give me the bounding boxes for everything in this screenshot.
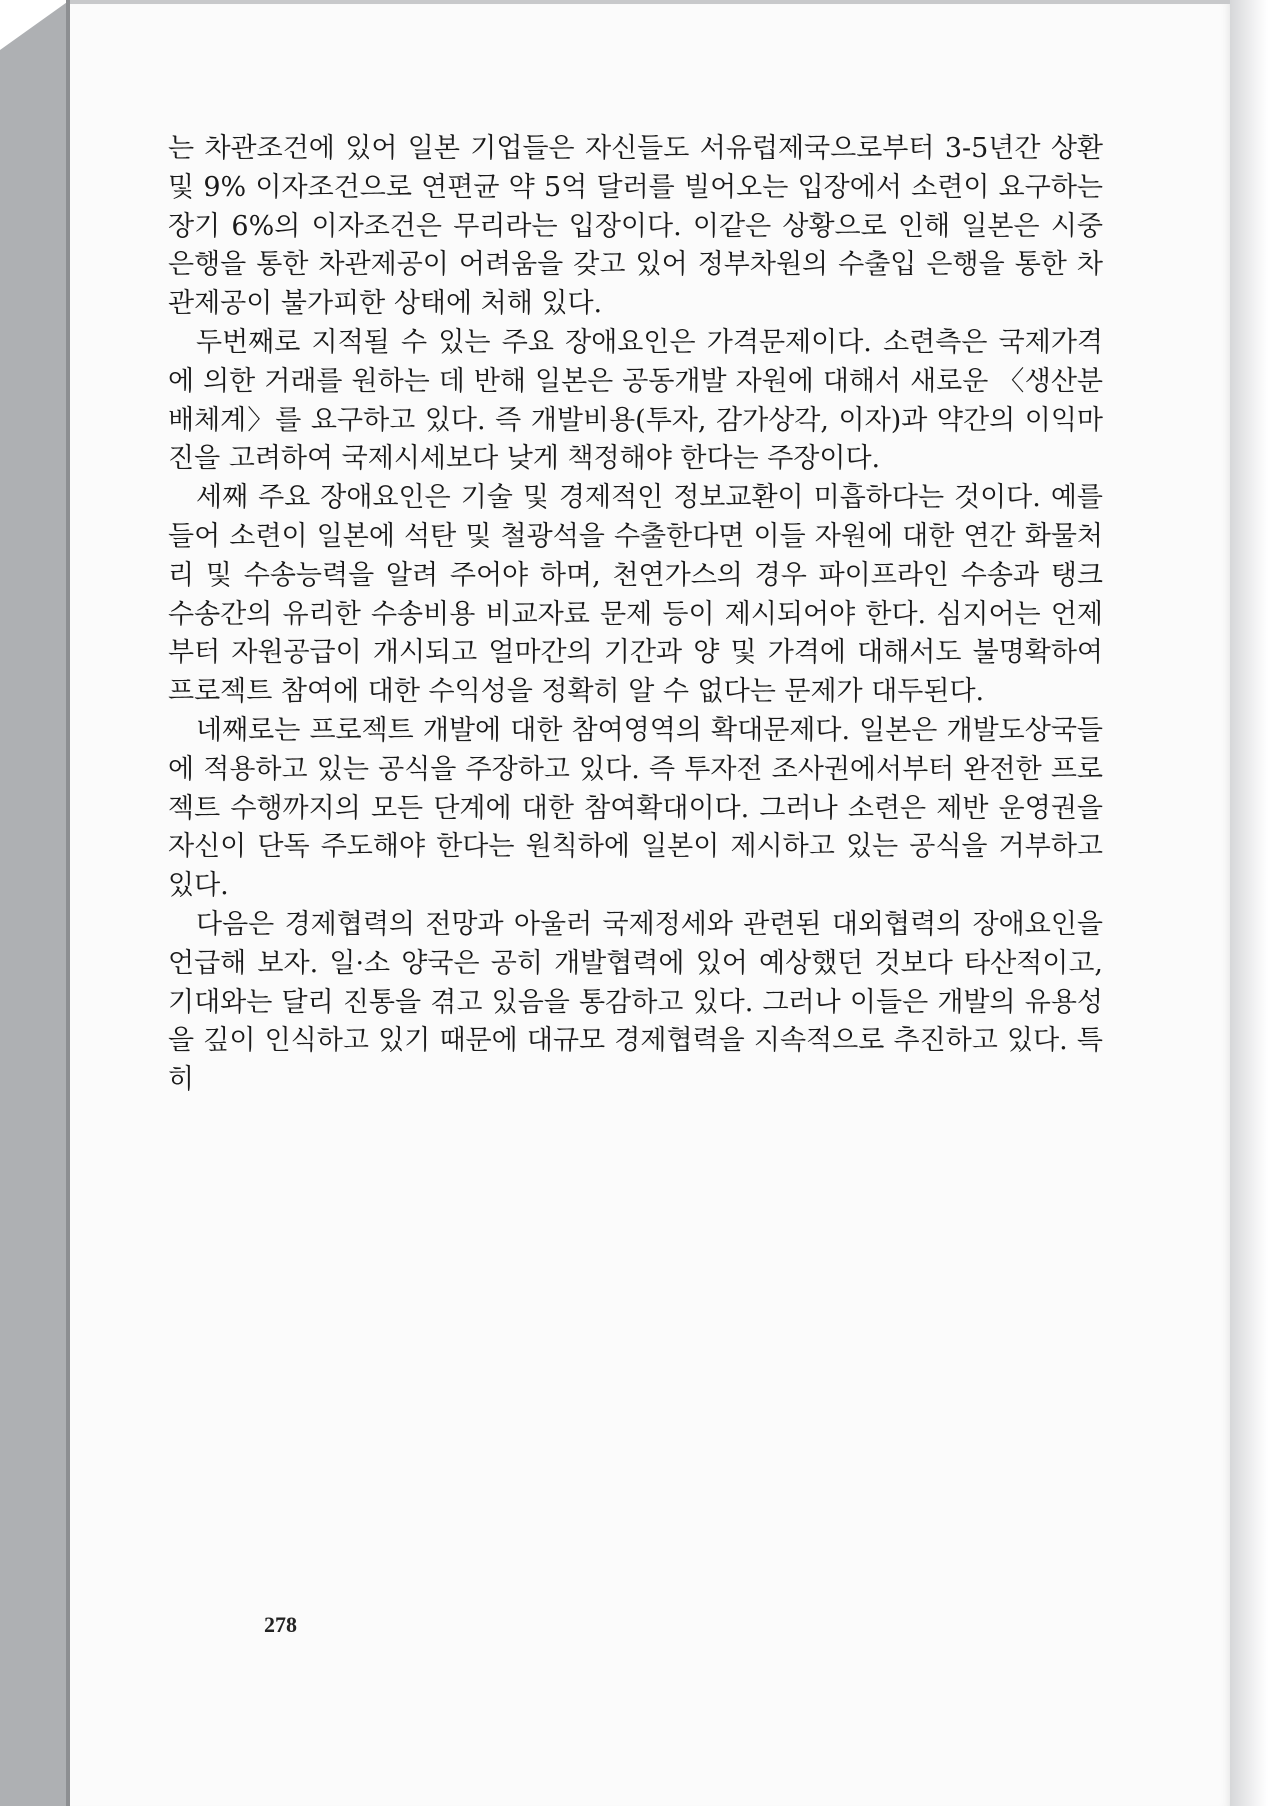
paragraph-3: 세째 주요 장애요인은 기술 및 경제적인 정보교환이 미흡하다는 것이다. 예를 들어 소련이 일본에 석탄 및 철광석을 수출한다면 이들 자원에 대한 연간 화물처리 및 수송능력을 알려 주어야 하며, 천연가스의 경우 파이프라인 수송과 탱크 수송간의 유리한 수송비용 비교자료 문제 등이 제시되어야 한다. 심지어는 언제부터 자원공급이 개시되고 얼마간의 기간과 양 및 가격에 대해서도 불명확하여 프로젝트 참여에 대한 수익성을 정확히 알 수 없다는 문제가 대두된다. xyxy=(168,482,1103,708)
paragraph-4: 네째로는 프로젝트 개발에 대한 참여영역의 확대문제다. 일본은 개발도상국들에 적용하고 있는 공식을 주장하고 있다. 즉 투자전 조사권에서부터 완전한 프로젝트 수행까지의 모든 단계에 대한 참여확대이다. 그러나 소련은 제반 운영권을 자신이 단독 주도해야 한다는 원칙하에 일본이 제시하고 있는 공식을 거부하고 있다. xyxy=(168,714,1103,902)
paragraph-1: 는 차관조건에 있어 일본 기업들은 자신들도 서유럽제국으로부터 3-5년간 상환 및 9% 이자조건으로 연편균 약 5억 달러를 빌어오는 입장에서 소련이 요구하는 장기 6%의 이자조건은 무리라는 입장이다. 이같은 상황으로 인해 일본은 시중은행을 통한 차관제공이 어려움을 갖고 있어 정부차원의 수출입 은행을 통한 차관제공이 불가피한 상태에 처해 있다. xyxy=(168,133,1103,320)
book-spine xyxy=(0,0,70,1806)
body-text xyxy=(168,130,1103,1100)
right-page-shadow xyxy=(1230,0,1268,1806)
paragraph-5: 다음은 경제협력의 전망과 아울러 국제정세와 관련된 대외협력의 장애요인을 언급해 보자. 일·소 양국은 공히 개발협력에 있어 예상했던 것보다 타산적이고, 기대와는 달리 진통을 겪고 있음을 통감하고 있다. 그러나 이들은 개발의 유용성을 깊이 인식하고 있기 때문에 대규모 경제협력을 지속적으로 추진하고 있다. 특히 xyxy=(168,908,1103,1096)
paragraph-2: 두번째로 지적될 수 있는 주요 장애요인은 가격문제이다. 소련측은 국제가격에 의한 거래를 원하는 데 반해 일본은 공동개발 자원에 대해서 새로운 〈생산분배체계〉를 요구하고 있다. 즉 개발비용(투자, 감가상각, 이자)과 약간의 이익마진을 고려하여 국제시세보다 낮게 책정해야 한다는 주장이다. xyxy=(168,326,1103,475)
page-number: 278 xyxy=(264,1612,297,1637)
